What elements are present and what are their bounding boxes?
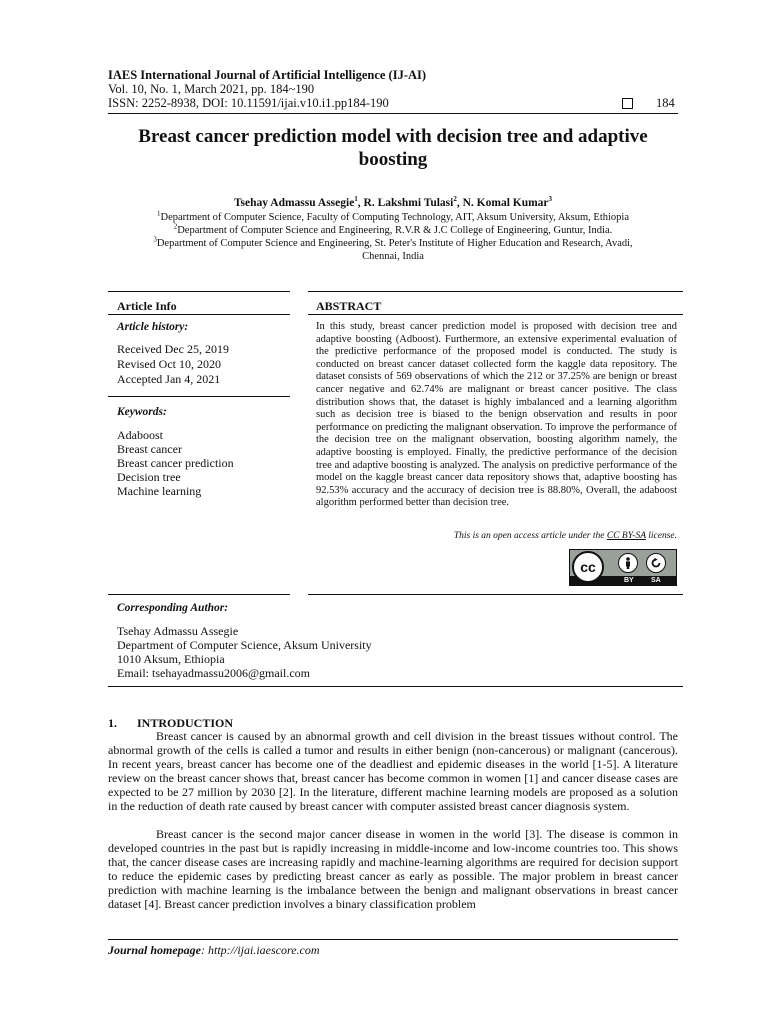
author-name: , N. Komal Kumar [456,197,549,209]
body-paragraph-2: Breast cancer is the second major cancer disease in women in the world [3]. The disease is common in developed countries in the past but is rapidly increasing in middle-income and low-income countries too. This shows that, the cancer disease cases are increasing rapidly and machine-learning algorithms are required for decision support to reduce the epidemic cases by predicting breast cancer as early as possible. The major problem in breast cancer prediction with machine learning is the imbalance between the benign and malignant observations in breast cancer dataset [4]. Breast cancer prediction involves a binary classification problem [108,827,678,911]
author-affil-mark: 1 [354,195,358,204]
keyword: Breast cancer [117,442,182,456]
accepted-date: Accepted Jan 4, 2021 [117,372,221,386]
square-bullet-icon [622,98,633,109]
header-rule [108,113,678,114]
author-name: Tsehay Admassu Assegie [233,197,355,209]
keyword: Machine learning [117,484,202,498]
affiliation-3: $^3$Department of Computer Science and Engineering, St. Peter's Institute of Higher Education and Research, Avadi, [153,235,633,249]
share-alike-icon [646,553,666,573]
keywords-top-rule [108,396,290,397]
corresponding-author-dept: Department of Computer Science, Aksum University [117,638,372,652]
section-number: 1. [108,716,117,730]
person-icon [618,553,638,573]
corresponding-author-email: Email: tsehayadmassu2006@gmail.com [117,666,311,680]
keyword: Decision tree [117,470,181,484]
revised-date: Revised Oct 10, 2020 [117,357,221,371]
journal-issn-doi: ISSN: 2252-8938, DOI: 10.11591/ijai.v10.i1.pp184-190 [108,96,389,110]
corresponding-author-heading: Corresponding Author: [117,602,229,614]
article-history-heading: Article history: [117,321,189,333]
cc-by-sa-badge[interactable] [569,549,677,586]
corresponding-author-address: 1010 Aksum, Ethiopia [117,652,225,666]
paper-title [108,125,678,171]
section-title: INTRODUCTION [137,716,234,730]
page-number: 184 [656,96,675,110]
affiliation-1: $^1$Department of Computer Science, Faculty of Computing Technology, AIT, Aksum University, Aksum, Ethiopia [157,209,629,223]
article-info-heading-rule [108,314,290,315]
author-name: , R. Lakshmi Tulasi [357,197,454,209]
article-info-heading: Article Info [117,299,177,313]
corresponding-author-name: Tsehay Admassu Assegie [117,624,239,638]
footer-rule [108,939,678,940]
keywords-list [117,428,234,498]
affiliation-2: $^2$Department of Computer Science and Engineering, R.V.R & J.C College of Engineering, Guntur, India. [173,222,613,236]
abstract-top-rule [308,291,683,292]
received-date: Received Dec 25, 2019 [117,342,229,356]
article-info-top-rule [108,291,290,292]
journal-homepage-url[interactable]: : http://ijai.iaescore.com [201,943,320,957]
abstract-heading: ABSTRACT [316,299,382,313]
license-link[interactable]: CC BY-SA [606,531,646,541]
keywords-heading: Keywords: [117,406,167,418]
journal-name: IAES International Journal of Artificial Intelligence (IJ-AI) [108,68,427,82]
journal-homepage [108,943,320,958]
keyword: Breast cancer prediction [117,456,234,470]
paper-title-line-1: Breast cancer prediction model with decision tree and adaptive [138,126,648,147]
journal-homepage-label: Journal homepage [108,943,202,957]
affiliation-3-continued: Chennai, India [362,251,424,262]
cc-logo-icon: cc [572,551,604,583]
corresponding-top-rule-left [108,594,290,595]
corresponding-top-rule-right [308,594,683,595]
journal-volume: Vol. 10, No. 1, March 2021, pp. 184~190 [108,82,315,96]
front-matter-bottom-rule [108,686,683,687]
author-list [108,197,678,209]
body-paragraph-1: Breast cancer is caused by an abnormal growth and cell division in the breast tissues without control. The abnormal growth of the cells is called a tumor and results in either benign (non-cancerous) or malignant (cancerous). In recent years, breast cancer has become one of the deadliest and epidemic diseases in the world [1-5]. A literature review on the breast cancer shows that, breast cancer has become common in women [1] and cancer disease cases are expected to be 27 million by 2030 [2]. In the literature, different machine learning models are proposed as a solution in the reduction of death rate caused by breast cancer with computer assisted breast cancer diagnosis system. [108,729,678,813]
badge-label-by: BY [624,577,634,584]
abstract-heading-rule [308,314,683,315]
badge-label-sa: SA [651,577,661,584]
abstract-text: In this study, breast cancer prediction model is proposed with decision tree and adaptive boosting (Adboost). Furthermore, an extensive experimental evaluation of the predictive performance of the proposed model is conducted. The study is conducted on breast cancer dataset collected form the kaggle data repository. The dataset consists of 569 observations of which the 212 or 37.25% are benign or breast cancer negative and 62.74% are malignant or breast cancer positive. The class distribution shows that, the dataset is highly imbalanced and a learning algorithm such as decision tree is biased to the benign observation and results in poor performance on predicting the malignant observation. To improve the performance of the decision tree on the malignant observation, boosting algorithm namely, the adaptive boosting is employed. Finally, the predictive performance of the decision tree and adaptive boosting is analyzed. The analysis on predictive performance of the model on the kaggle breast cancer data repository shows that, adaptive boosting has 92.53% accuracy and the accuracy of decision tree is 88.80%, Overall, the adaboost algorithm performed better than decision tree. [316,321,677,509]
paper-title-line-2: boosting [358,149,428,170]
license-note: This is an open access article under the CC BY-SA license. [453,531,677,541]
keyword: Adaboost [117,428,163,442]
author-affil-mark: 2 [453,195,457,204]
author-affil-mark: 3 [548,195,553,204]
